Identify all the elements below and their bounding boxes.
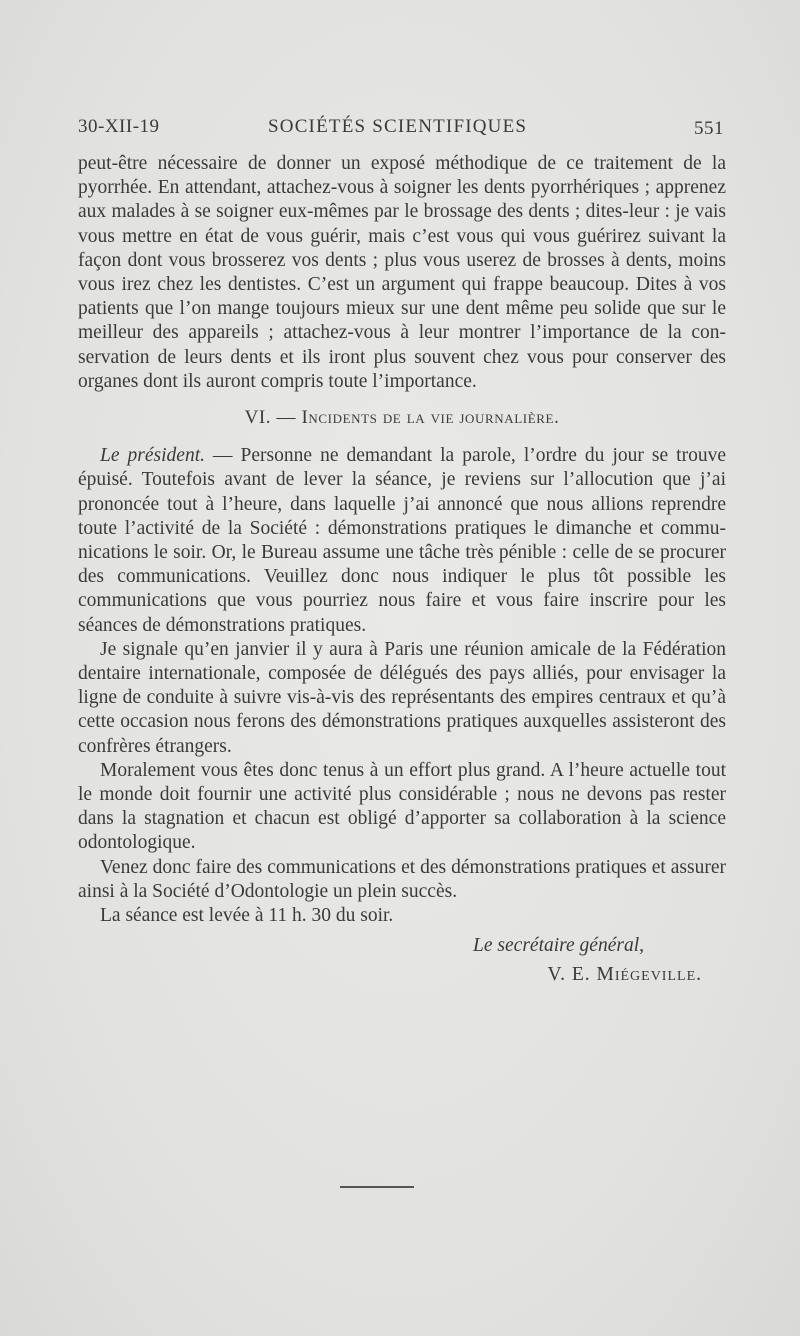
paragraph-president xyxy=(78,444,726,638)
section-heading: VI. — Incidents de la vie journalière. xyxy=(244,407,560,429)
paragraph-seance-levee: La séance est levée à 11 h. 30 du soir. xyxy=(100,905,394,927)
body-text xyxy=(78,152,726,987)
closing-rule xyxy=(340,1186,414,1188)
paragraph-federation: Je signale qu’en janvier il y aura à Paris une réunion amicale de la Fédération dentaire internationale, composée de délégués des pays alliés, pour envisager la ligne de conduite à suivre vis-à-vis des représentants des empires centraux et qu’à cette occasion nous ferons des démonstrations pratiques auxquelles assisteront des confrères étrangers. xyxy=(78,638,726,757)
running-header xyxy=(78,116,724,142)
paragraph-pyorrhee: peut-être nécessaire de donner un exposé méthodique de ce traitement de la pyorrhée. En attendant, attachez-vous à soigner les dents pyorrhériques ; apprenez aux malades à se soigner eux-mêmes par le brossage des dents ; dites-leur : je vais vous mettre en état de vous guérir, mais c’est vous qui vous guérirez suivant la façon dont vous brosserez vos dents ; plus vous userez de brosses à dents, moins vous irez chez les dentistes. C’est un argument qui frappe beaucoup. Dites à vos patients que l’on mange toujours mieux sur une dent même peu solide que sur le meilleur des appareils ; attachez-vous à leur montrer l’importance de la conservation de leurs dents et ils iront plus souvent chez vous pour conserver des organes dont ils auront compris toute l’importance. xyxy=(78,153,726,392)
paragraph-moralement: Moralement vous êtes donc tenus à un effort plus grand. A l’heure actuelle tout le monde doit fournir une activité plus considérable ; nous ne devons pas rester dans la stagnation et chacun est obligé d’apporter sa collaboration à la science odontologique. xyxy=(78,759,726,854)
president-speech: — Personne ne demandant la parole, l’ordre du jour se trouve épuisé. Toutefois avant de lever la séance, je reviens sur l’allocution que j’ai prononcée tout à l’heure, dans laquelle j’ai annoncé que nous allions reprendre toute l’activité de la Société : démonstrations pratiques le dimanche et communications le soir. Or, le Bureau assume une tâche très pénible : celle de se procurer des communications. Veuillez donc nous indiquer le plus tôt possible les communications que vous pourriez nous faire et vous faire inscrire pour les séances de démonstrations pratiques. xyxy=(78,445,726,636)
signature-role: Le secrétaire général, xyxy=(473,935,644,957)
page-number: 551 xyxy=(694,118,724,139)
paragraph-venez: Venez donc faire des communications et des démonstrations pratiques et assurer ainsi à la Société d’Odontologie un plein succès. xyxy=(78,856,726,902)
header-date: 30-XII-19 xyxy=(78,116,160,137)
signature-name: V. E. Miégeville. xyxy=(547,963,702,985)
header-title: SOCIÉTÉS SCIENTIFIQUES xyxy=(268,116,528,137)
speaker-label: Le président. xyxy=(100,445,205,467)
